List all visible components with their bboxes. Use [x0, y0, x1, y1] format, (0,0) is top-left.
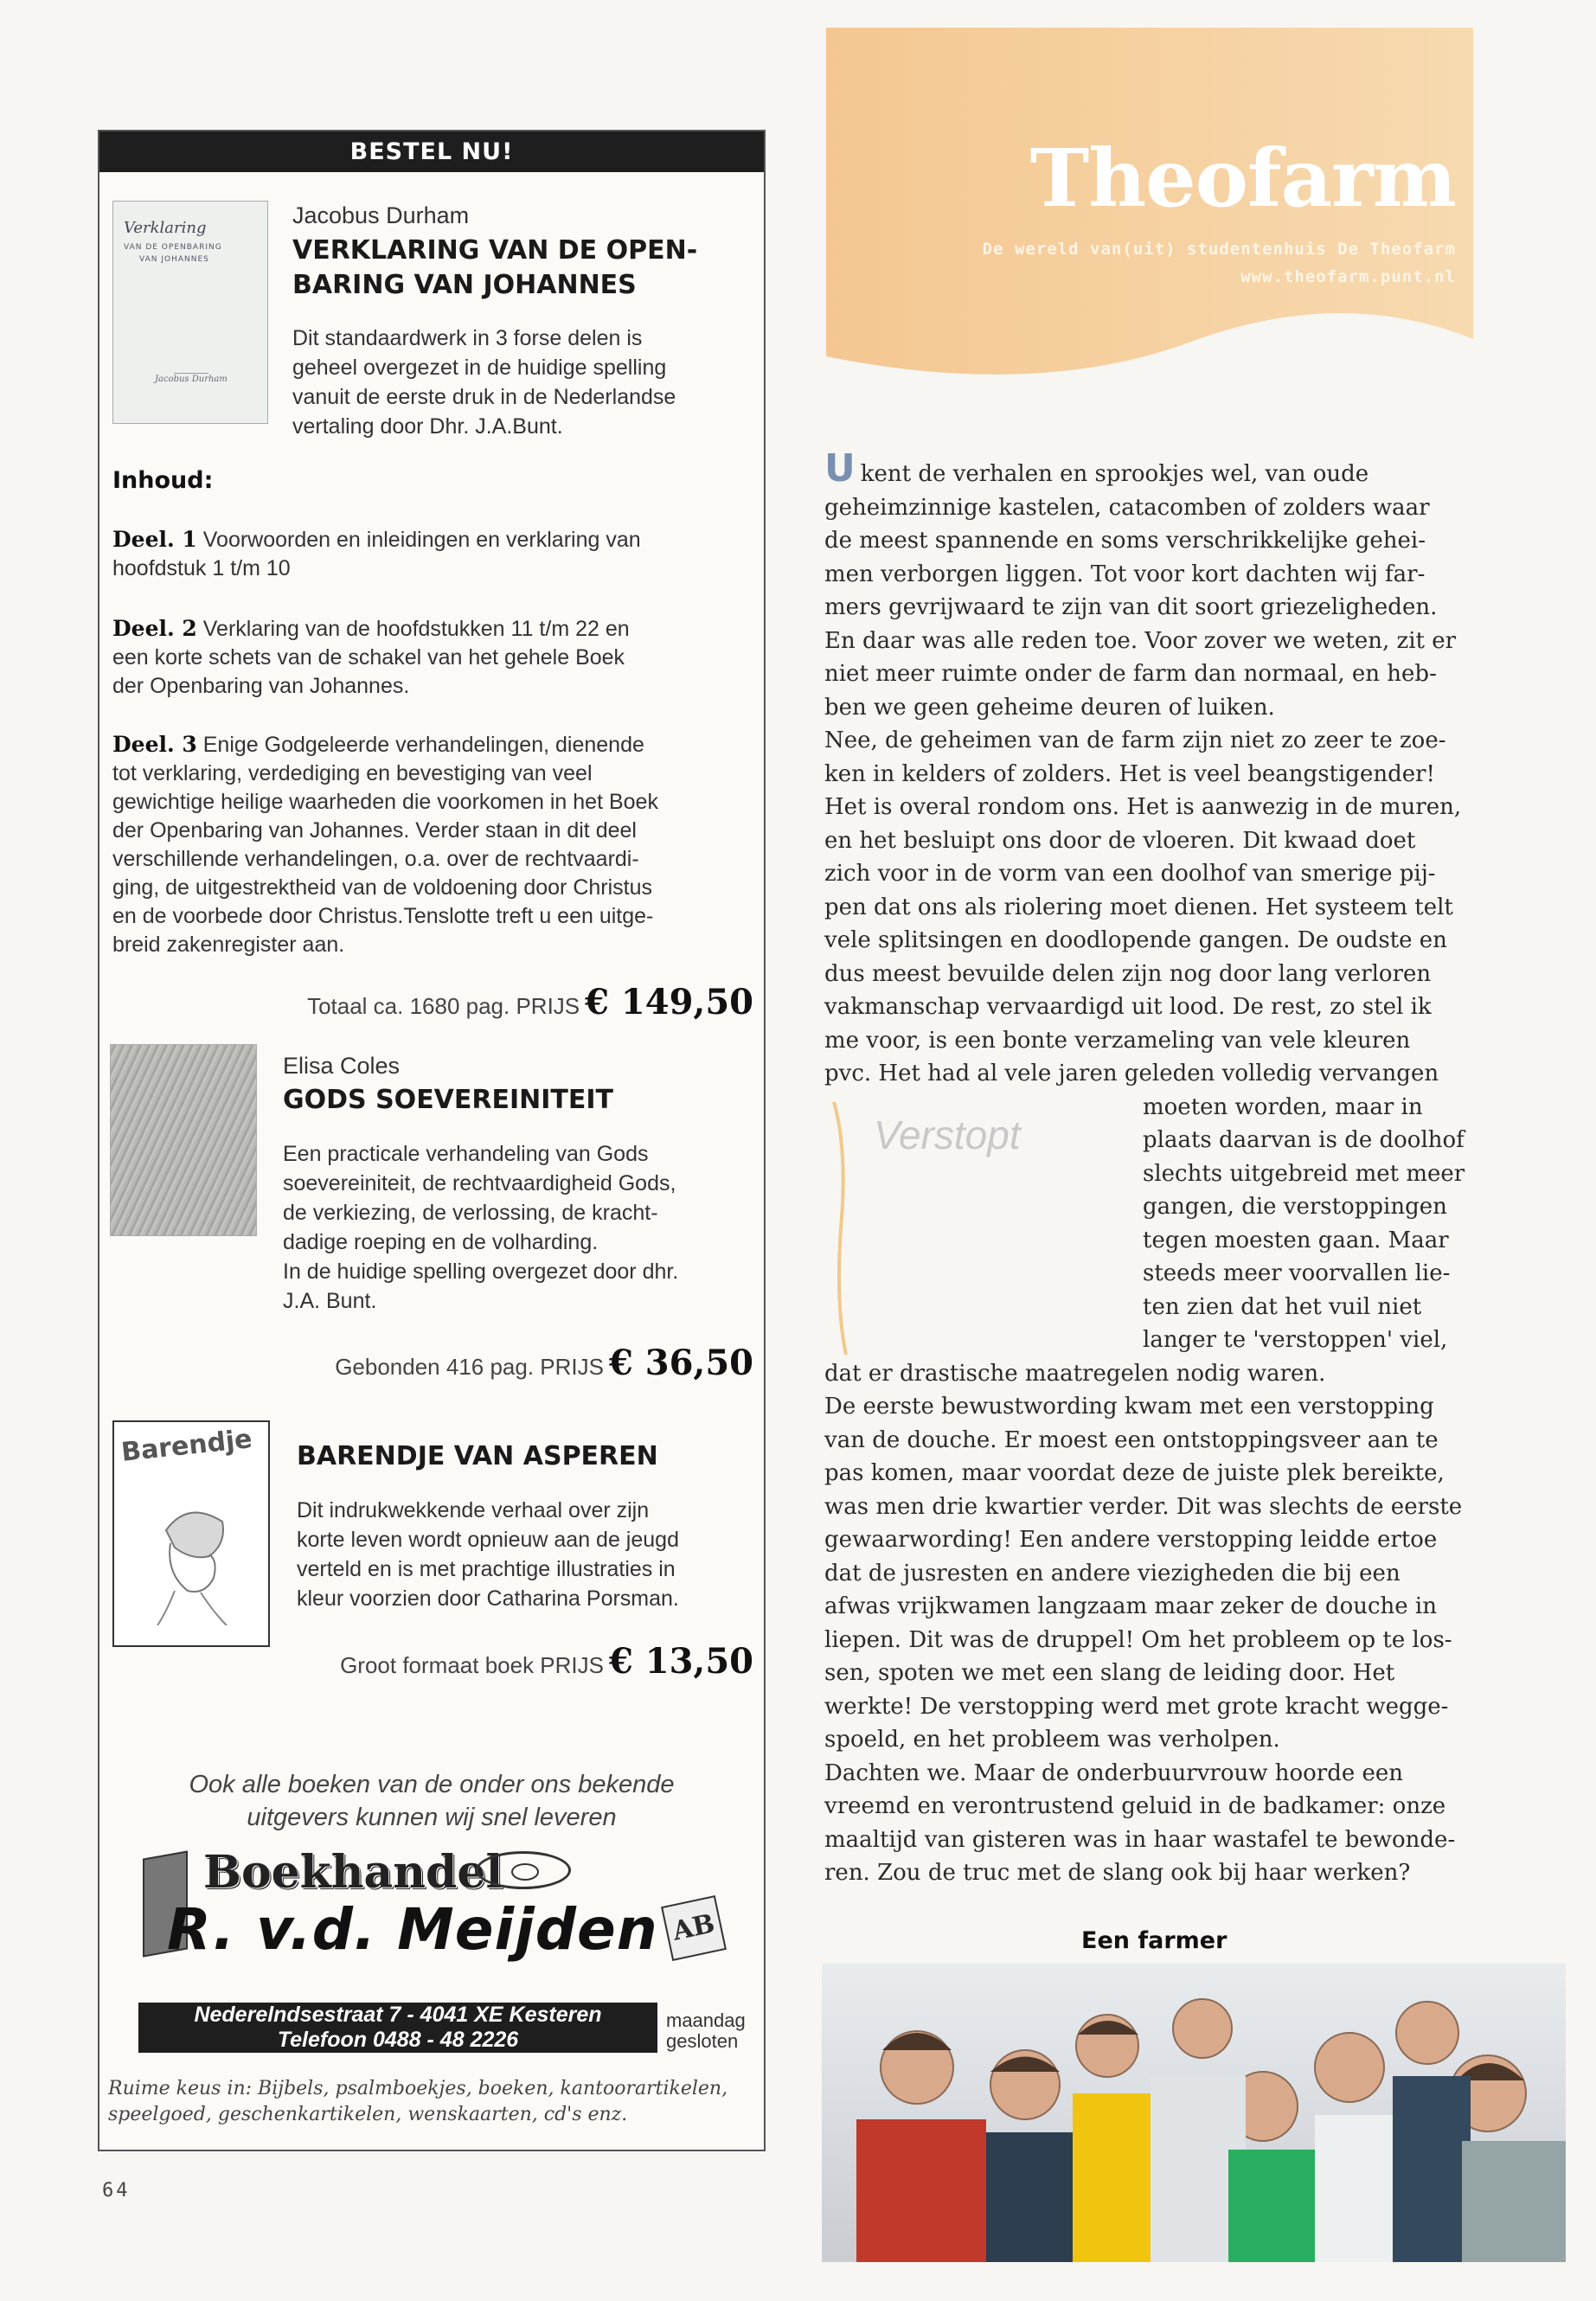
book1-price-line: Totaal ca. 1680 pag. PRIJS € 149,50 — [307, 982, 753, 1022]
cover-title: Barendje — [119, 1424, 254, 1468]
cover-title-line: Verklaring — [124, 219, 207, 237]
banner-title: Theofarm — [1029, 131, 1456, 225]
deel1-block: Deel. 1 Voorwoorden en inleidingen en verklaring van hoofdstuk 1 t/m 10 — [112, 527, 641, 580]
article-paragraph: Ukent de verhalen en sprookjes wel, van oude — [824, 446, 1369, 490]
shop-name-line1: Boekhandel — [203, 1846, 503, 1899]
book2-title: GODS SOEVEREINITEIT — [283, 1085, 614, 1115]
book3-description: Dit indrukwekkende verhaal over zijn korte leven wordt opnieuw aan de jeugd verteld en is met prachtige illustraties in kleur voorzien door Catharina Porsman. — [297, 1498, 679, 1611]
book3-title: BARENDJE VAN ASPEREN — [297, 1441, 658, 1471]
theofarm-banner — [826, 28, 1473, 408]
book2-price-line: Gebonden 416 pag. PRIJS € 36,50 — [335, 1343, 753, 1383]
page-number: 64 — [102, 2180, 131, 2202]
pull-quote-bracket — [829, 1099, 855, 1358]
article-lines-before: geheimzinnige kastelen, catacomben of zolders waar de meest spannende en soms verschrikkelijke gehei- men verborgen liggen. Tot voor kort dachten wij far- mers gevrijwaard te zijn van dit soort griezeligheden. En daar was alle reden toe. Voor zover we weten, zit er niet meer ruimte onder de farm dan normaal, en heb- ben we geen geheime deuren of luiken. Nee, de geheimen van de farm zijn niet zo zeer te zoe- ken in kelders of zolders. Het is veel beangstigender! Het is overal rondom ons. Het is aanwezig in de muren, en het besluipt ons door de vloeren. Dit kwaad doet zich voor in de vorm van een doolhof van smerige pij- pen dat ons als riolering moet dienen. Het systeem telt vele splitsingen en doodlopende gangen. De oudste en dus meest bevuilde delen zijn nog door lang verloren vakmanschap vervaardigd uit lood. De rest, zo stel ik me voor, is een bonte verzameling van vele kleuren pvc. Het had al vele jaren geleden volledig vervangen — [824, 494, 1462, 1086]
inhoud-label: Inhoud: — [112, 467, 214, 494]
book-cover-durham — [112, 201, 268, 424]
publishers-note: Ook alle boeken van de onder ons bekende uitgevers kunnen wij snel leveren — [189, 1771, 675, 1831]
group-photo-figures — [822, 1964, 1566, 2262]
banner-subtitle: De wereld van(uit) studentenhuis De Theofarm — [982, 240, 1456, 259]
group-photo — [822, 1964, 1566, 2262]
deel3-block: Deel. 3 Enige Godgeleerde verhandelingen, dienende tot verklaring, verdediging en bevestiging van veel gewichtige heilige waarheden die voorkomen in het Boek der Openbaring van Johannes. Verder staan in dit deel verschillende verhandelingen, o.a. over de rechtvaardi- ging, de uitgestrektheid van de voldoening door Christus en de voorbede door Christus.Tenslotte treft u een uitge- breid zakenregister aan. — [112, 732, 658, 957]
order-ad-box — [98, 130, 766, 2151]
book2-price: € 36,50 — [608, 1343, 753, 1383]
book3-price-line: Groot formaat boek PRIJS € 13,50 — [340, 1641, 753, 1682]
book1-description: Dit standaardwerk in 3 forse delen is geheel overgezet in de huidige spelling vanuit de eerste druk in de Nederlandse vertaling door Dhr. J.A.Bunt. — [292, 326, 676, 439]
boy-sketch-illustration — [140, 1496, 244, 1625]
shop-closed-note: maandag gesloten — [666, 2009, 746, 2052]
shop-logo — [134, 1836, 740, 1965]
pull-quote: Verstopt — [874, 1112, 1021, 1157]
cover-author-line: Jacobus Durham — [155, 375, 228, 384]
article-lines-beside-quote: moeten worden, maar in plaats daarvan is de doolhof slechts uitgebreid met meer gangen, die verstoppingen tegen moesten gaan. Maar steeds meer voorvallen lie- ten zien dat het vuil niet langer te 'verstoppen' viel, — [1143, 1093, 1465, 1353]
banner-url: www.theofarm.punt.nl — [1240, 267, 1456, 286]
cover-title-line: VAN JOHANNES — [139, 255, 209, 264]
cover-title-line: VAN DE OPENBARING — [124, 243, 222, 252]
article-body — [824, 446, 1490, 1890]
book2-author: Elisa Coles — [283, 1053, 401, 1079]
shop-name-line2: R. v.d. Meijden — [167, 1896, 658, 1963]
book1-author: Jacobus Durham — [292, 202, 470, 228]
abc-blocks-icon: AB — [661, 1895, 727, 1961]
book-cover-barendje — [112, 1420, 270, 1647]
book1-title-line: BARING VAN JOHANNES — [292, 270, 637, 300]
dropcap: U — [824, 446, 856, 490]
shop-phone: Telefoon 0488 - 48 2226 — [277, 2028, 519, 2052]
cover-rule — [174, 373, 208, 374]
shop-assortment: Ruime keus in: Bijbels, psalmboekjes, boeken, kantoorartikelen, speelgoed, geschenkartikelen, wenskaarten, cd's enz. — [108, 2078, 728, 2125]
article-signoff: Een farmer — [1081, 1927, 1227, 1954]
book1-title-line: VERKLARING VAN DE OPEN- — [292, 235, 698, 266]
deel2-block: Deel. 2 Verklaring van de hoofdstukken 11 t/m 22 en een korte schets van de schakel van het gehele Boek der Openbaring van Johannes. — [112, 616, 630, 698]
shop-address-bar — [138, 2003, 657, 2053]
shop-address: Nederelndsestraat 7 - 4041 XE Kesteren — [194, 2003, 602, 2027]
book3-price: € 13,50 — [608, 1641, 753, 1682]
bestel-header: BESTEL NU! — [99, 131, 764, 172]
cd-icon — [476, 1851, 571, 1889]
book-cover-coles — [110, 1044, 257, 1236]
book1-price: € 149,50 — [585, 982, 753, 1022]
book2-description: Een practicale verhandeling van Gods soevereiniteit, de rechtvaardigheid Gods, de verkiezing, de verlossing, de kracht- dadige roeping en de volharding. In de huidige spelling overgezet door dhr. J.A. Bunt. — [283, 1142, 679, 1313]
article-lines-after: dat er drastische maatregelen nodig waren. De eerste bewustwording kwam met een verstopping van de douche. Er moest een ontstoppingsveer aan te pas komen, maar voordat deze de juiste plek bereikte, was men drie kwartier verder. Dit was slechts de eerste gewaarwording! Een andere verstopping leidde ertoe dat de jusresten en andere viezigheden die bij een afwas vrijkwamen langzaam maar zeker de douche in liepen. Dit was de druppel! Om het probleem op te los- sen, spoten we met een slang de leiding door. Het werkte! De verstopping werd met grote kracht wegge- spoeld, en het probleem was verholpen. Dachten we. Maar de onderbuurvrouw hoorde een vreemd en verontrustend geluid in de badkamer: onze maaltijd van gisteren was in haar wastafel te bewonde- ren. Zou de truc met de slang ook bij haar werken? — [824, 1360, 1463, 1886]
